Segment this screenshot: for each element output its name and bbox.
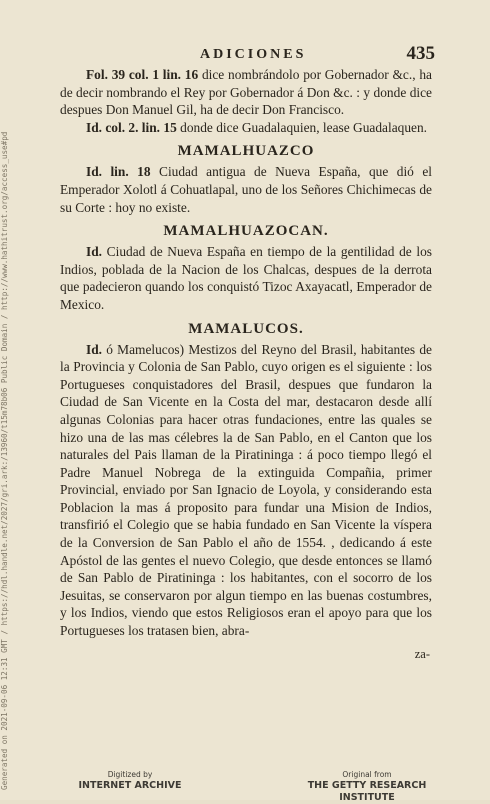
digitized-by-label: Digitized by bbox=[107, 770, 153, 779]
digitized-by-block bbox=[70, 770, 190, 792]
addition-paragraph-1 bbox=[60, 66, 432, 119]
entry-paragraph bbox=[60, 163, 432, 216]
paragraph-text: dice nombrándolo por Gobernador &c., ha de decir nombrando el Rey por Gobernador á Don &c. : y donde dice despues Don Manuel Gil, ha de decir Don Francisco. bbox=[60, 67, 432, 118]
page-footer bbox=[0, 770, 490, 803]
running-title: ADICIONES bbox=[200, 47, 307, 62]
entry-heading: MAMALHUAZCO bbox=[177, 143, 315, 160]
page-number: 435 bbox=[406, 43, 435, 64]
paragraph-text: donde dice Guadalaquien, lease Guadalaquen. bbox=[180, 119, 428, 135]
catchword: za- bbox=[414, 646, 430, 661]
internet-archive-logo-text: INTERNET ARCHIVE bbox=[78, 780, 182, 791]
entry-paragraph bbox=[60, 243, 432, 313]
paragraph-text: Ciudad antigua de Nueva España, que dió el Emperador Xolotl á Cohuatlapal, uno de los Señores Chichimecas de su Corte : hoy no existe. bbox=[60, 164, 432, 215]
paragraph-lead: Id. bbox=[86, 341, 103, 357]
entry-paragraph bbox=[60, 341, 432, 640]
hathitrust-stamp: Generated on 2021-09-06 12:31 GMT / https://hdl.handle.net/2027/gri.ark:/13960/t15m78b06 Public Domain / http://www.hathitrust.org/access_use#pd bbox=[0, 131, 9, 790]
addition-paragraph-2 bbox=[60, 119, 432, 137]
paragraph-lead: Fol. 39 col. 1 lin. 16 bbox=[86, 67, 199, 82]
paragraph-lead: Id. bbox=[86, 244, 103, 260]
original-from-block bbox=[282, 770, 452, 804]
paragraph-text: Ciudad de Nueva España en tiempo de la gentilidad de los Indios, poblada de la Nacion de los Chalcas, despues de la derrota que padecieron quando los conquistó Tizoc Axayacatl, Emperador de Mexico. bbox=[60, 244, 432, 312]
entry-heading: MAMALUCOS. bbox=[188, 320, 304, 337]
paragraph-text: ó Mamelucos) Mestizos del Reyno del Brasil, habitantes de la Provincia y Colonia de San Pablo, cuyo origen es el siguiente : los Portugueses conquistadores del Brasil, despues que fundaron la Ciudad de San Vicente en la Costa del mar, destacaron desde allí algunas Colonias para hacer otras fundaciones, entre las quales se hizo una de las mas célebres la de San Pablo, en el Canton que los naturales del Pais llaman de la Piratininga : á poco tiempo llegó el Padre Manuel Nobrega de la extinguida Compañia, primer Provincial, enviado por San Ignacio de Loyola, y considerando esta Poblacion la mas á proposito para fundar una Mision de Indios, transfirió el Colegio que se habia fundado en San Vicente la víspera de la Conversion de San Pablo el año de 1554. , dedicando á este Apóstol de las gentes el nuevo Colegio, que desde entonces se llamó de San Pablo de Piratininga : los habitantes, con el socorro de los Jesuitas, se conservaron por algun tiempo en las buenas costumbres, y los Indios, viendo que estos Religiosos eran el apoyo para que los Portugueses los tratasen bien, abra- bbox=[60, 341, 432, 639]
paragraph-lead: Id. lin. 18 bbox=[86, 164, 151, 180]
body-text bbox=[60, 66, 432, 663]
paragraph-lead: Id. col. 2. lin. 15 bbox=[86, 119, 177, 135]
original-from-label: Original from bbox=[342, 770, 392, 779]
entry-heading: MAMALHUAZOCAN. bbox=[163, 223, 329, 240]
getty-institute-logo-text: THE GETTY RESEARCH INSTITUTE bbox=[307, 780, 427, 803]
